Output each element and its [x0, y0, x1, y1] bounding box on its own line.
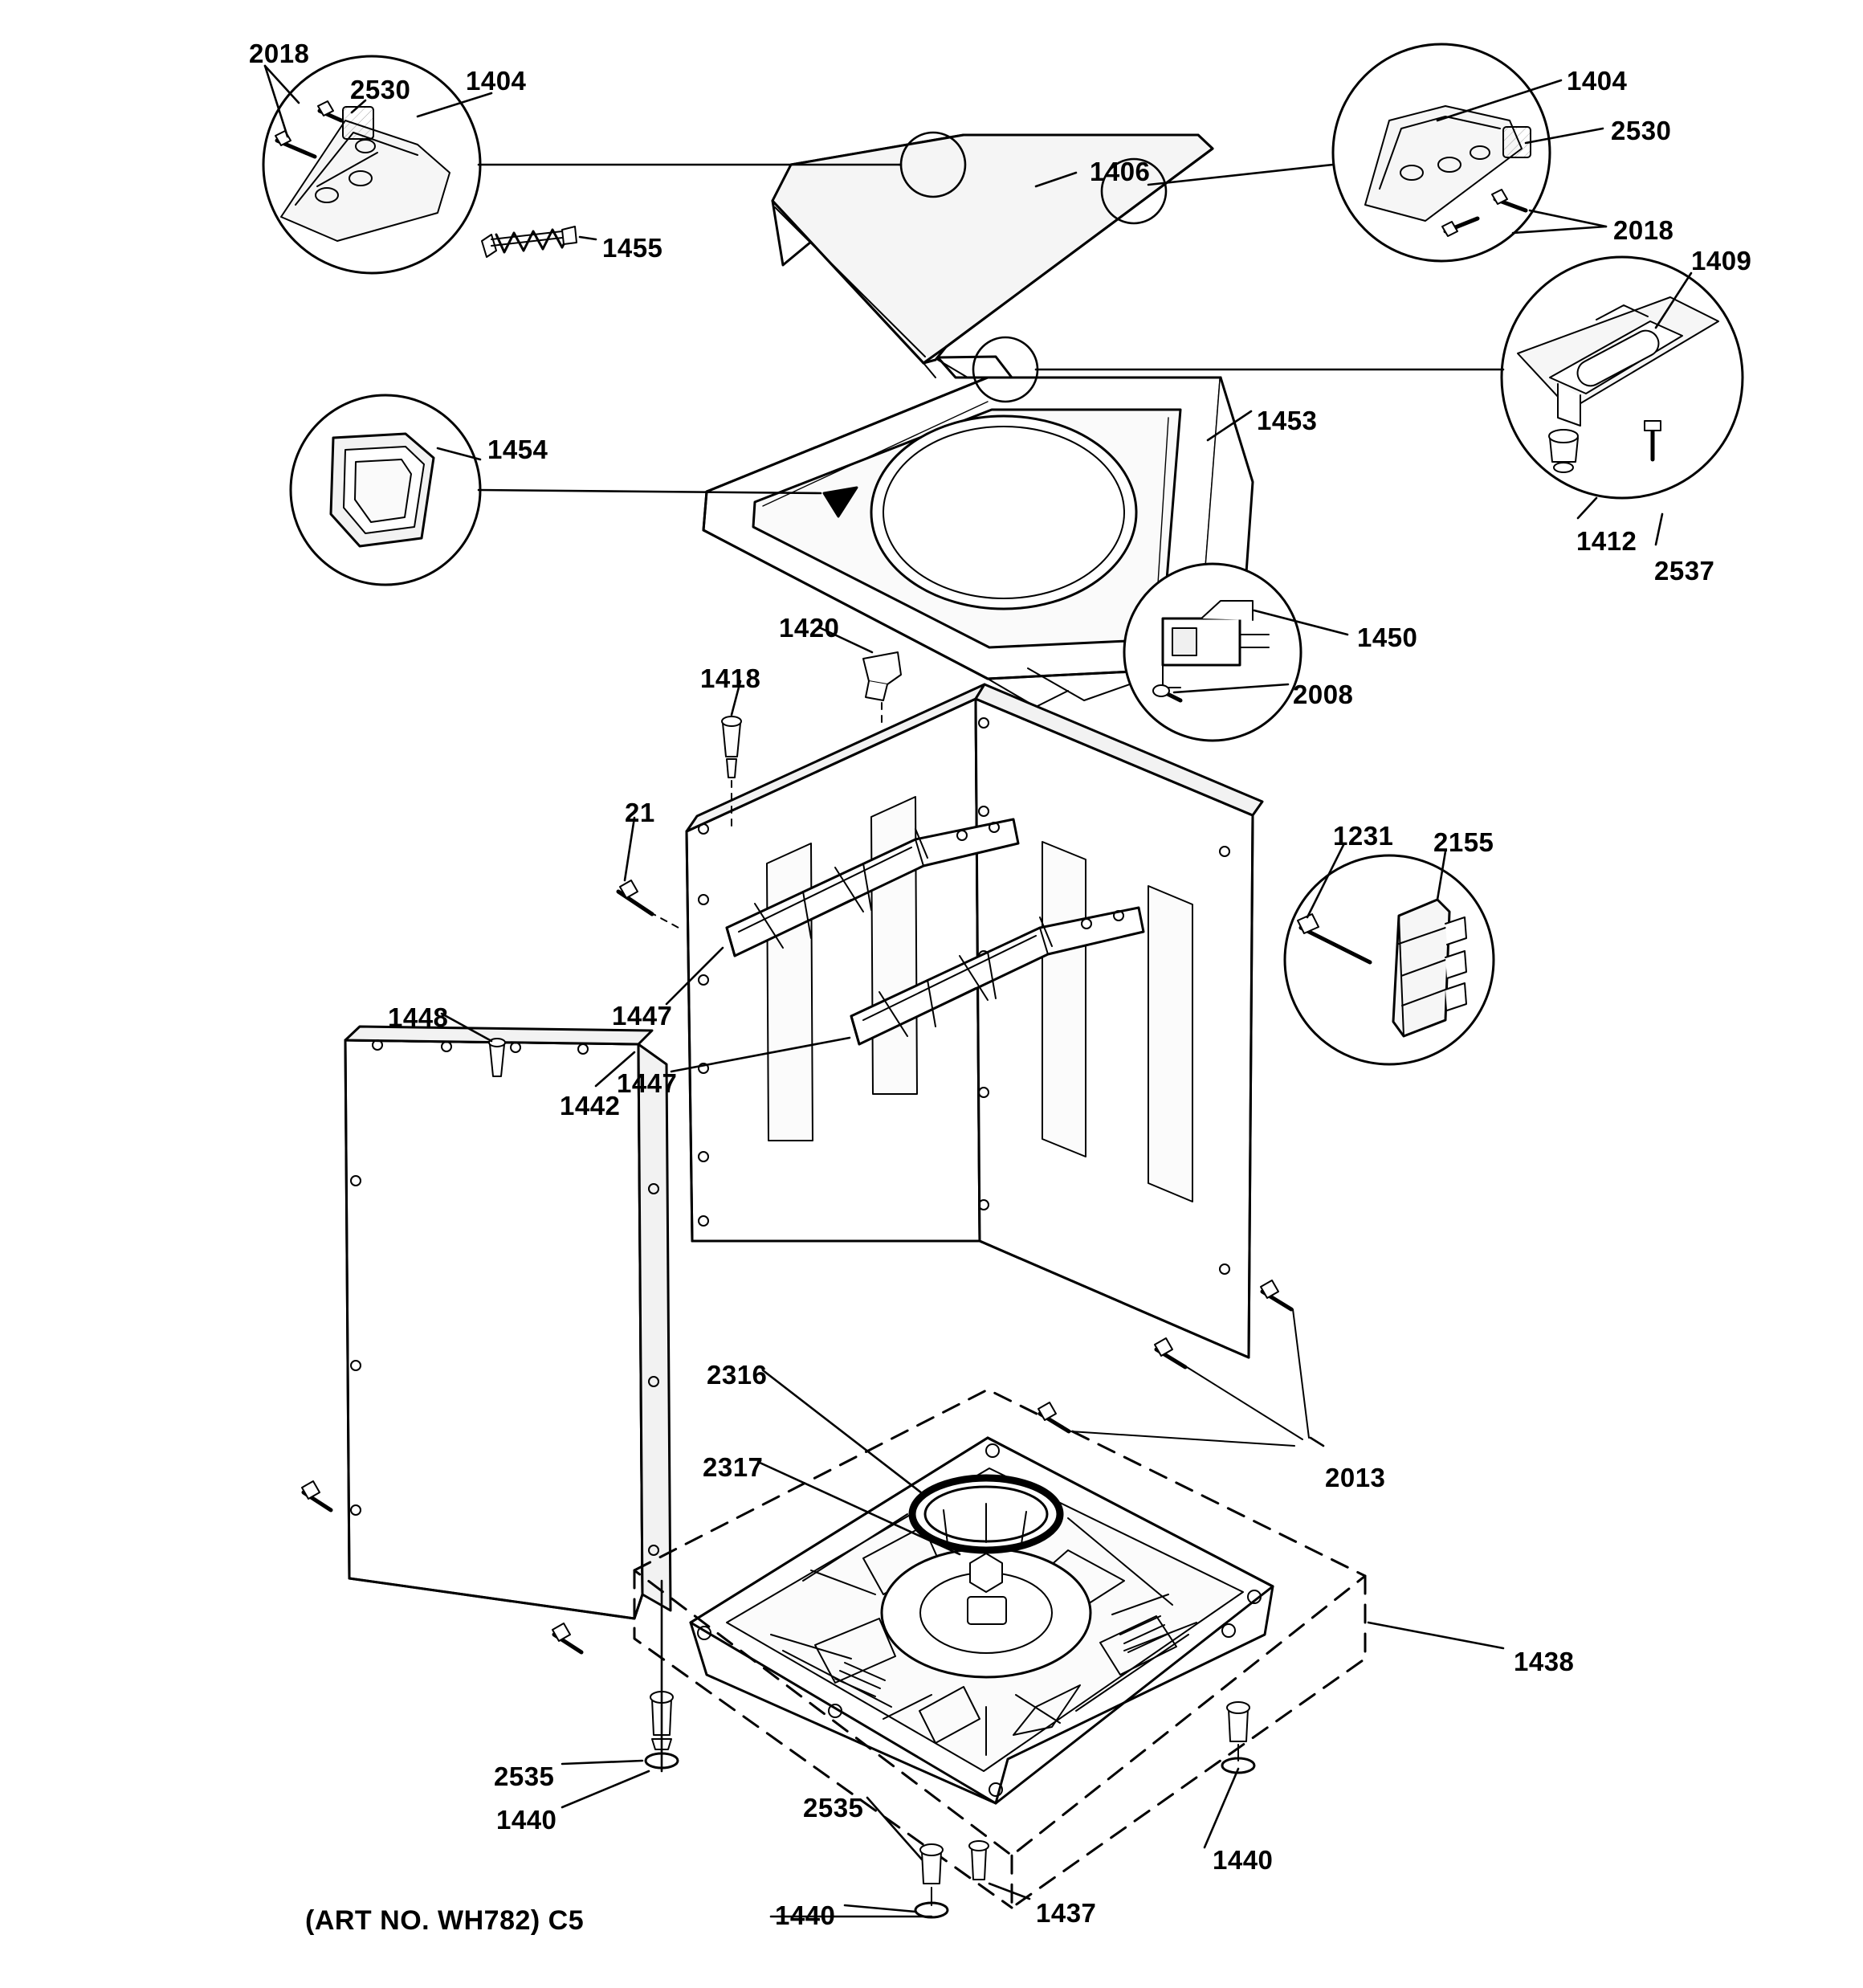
callout-2316: 2316 [707, 1360, 768, 1390]
callout-2018: 2018 [249, 39, 310, 68]
callout-2530: 2530 [350, 75, 411, 104]
callout-2530-right: 2530 [1611, 116, 1672, 145]
callout-2317: 2317 [703, 1452, 764, 1482]
detail-bubble-handle-1454 [291, 395, 480, 585]
callout-1442: 1442 [560, 1091, 621, 1121]
callout-1420: 1420 [779, 613, 840, 643]
callout-1450: 1450 [1357, 623, 1418, 652]
callout-1453: 1453 [1257, 406, 1318, 435]
detail-bubble-lid-lock-1409 [1502, 257, 1743, 498]
callout-2537: 2537 [1654, 556, 1715, 586]
callout-2535-center: 2535 [803, 1793, 864, 1823]
detail-bubble-block-2155 [1285, 855, 1494, 1064]
callout-1440-bottom: 1440 [775, 1900, 836, 1930]
callout-1440-right: 1440 [1213, 1845, 1274, 1875]
callout-2008: 2008 [1293, 680, 1354, 709]
callout-1404-right: 1404 [1567, 66, 1628, 96]
callout-21: 21 [625, 798, 655, 827]
callout-1454: 1454 [487, 435, 548, 464]
callout-1447-lower: 1447 [617, 1068, 678, 1098]
callout-1404: 1404 [466, 66, 527, 96]
callout-1438: 1438 [1514, 1647, 1575, 1676]
callout-1409: 1409 [1691, 246, 1752, 276]
callout-1406: 1406 [1090, 157, 1151, 186]
part-ring-2316 [912, 1478, 1060, 1550]
callout-1412: 1412 [1576, 526, 1637, 556]
callout-1455: 1455 [602, 233, 663, 263]
detail-bubble-upper-right [1333, 44, 1550, 261]
callout-2013: 2013 [1325, 1463, 1386, 1492]
callout-2155: 2155 [1433, 827, 1494, 857]
part-front-panel-1448 [345, 1027, 671, 1619]
callout-2018-right: 2018 [1613, 215, 1674, 245]
callout-1440-left: 1440 [496, 1805, 557, 1835]
part-cabinet-1442 [687, 684, 1262, 1357]
callout-1231: 1231 [1333, 821, 1394, 851]
art-number-note: (ART NO. WH782) C5 [305, 1905, 585, 1936]
callout-1447-upper: 1447 [612, 1001, 673, 1031]
callout-1448: 1448 [388, 1002, 449, 1032]
callout-1437: 1437 [1036, 1898, 1097, 1928]
part-spring-1455 [482, 227, 577, 257]
callout-1418: 1418 [700, 663, 761, 693]
callout-2535-left: 2535 [494, 1761, 555, 1791]
detail-bubble-switch-1450 [1124, 564, 1301, 741]
